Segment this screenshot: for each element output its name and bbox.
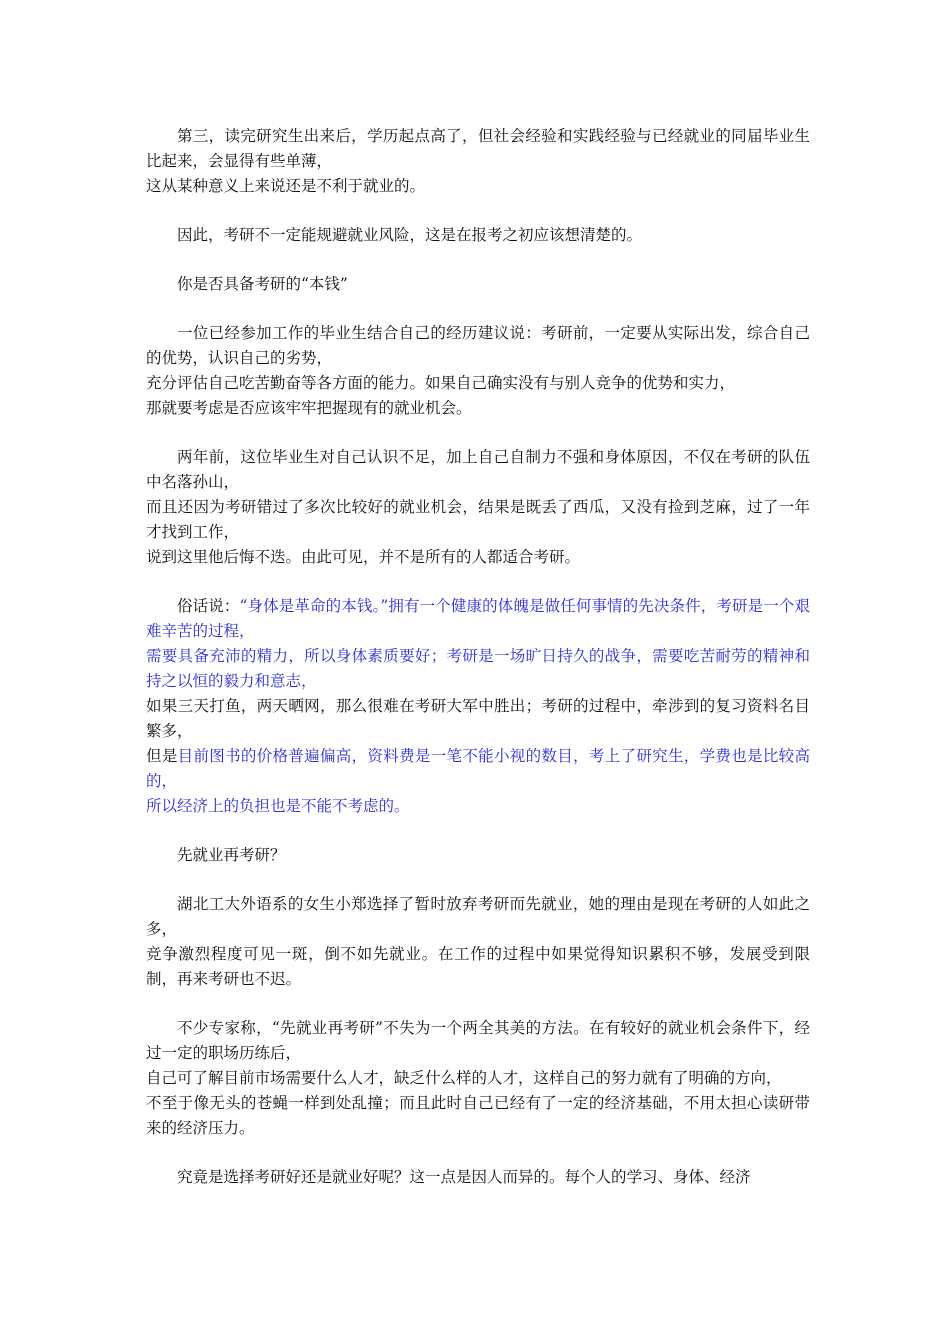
highlighted-text-run: 目前图书的价格普遍偏高，资料费是一笔不能小视的数目，考上了研究生，学费也是比较高的，	[146, 747, 810, 790]
paragraph-line: 不至于像无头的苍蝇一样到处乱撞；而且此时自己已经有了一定的经济基础，不用太担心读研带来的经济压力。	[146, 1094, 810, 1137]
paragraph-line: 湖北工大外语系的女生小郑选择了暂时放弃考研而先就业，她的理由是现在考研的人如此之多，	[146, 895, 810, 938]
paragraph-line	[146, 594, 810, 644]
paragraph-line: 而且还因为考研错过了多次比较好的就业机会，结果是既丢了西瓜，又没有捡到芝麻，过了一年才找到工作，	[146, 498, 810, 541]
paragraph-line: 竞争激烈程度可见一斑，倒不如先就业。在工作的过程中如果觉得知识累积不够，发展受到限制，再来考研也不迟。	[146, 945, 810, 988]
paragraph-line: 自己可了解目前市场需要什么人才，缺乏什么样的人才，这样自己的努力就有了明确的方向，	[146, 1069, 782, 1087]
paragraph-line: 两年前，这位毕业生对自己认识不足，加上自己自制力不强和身体原因，不仅在考研的队伍中名落孙山，	[146, 448, 810, 491]
paragraph-line	[146, 794, 810, 819]
paragraph-5	[146, 594, 810, 819]
highlighted-text-run: 所以经济上的负担也是不能不考虑的。	[146, 797, 410, 815]
text-run: 如果三天打鱼，两天晒网，那么很难在考研大军中胜出；考研的过程中，牵涉到的复习资料名目繁多，	[146, 697, 810, 740]
paragraph-line: 充分评估自己吃苦勤奋等各方面的能力。如果自己确实没有与别人竞争的优势和实力，	[146, 374, 736, 392]
paragraph-7	[146, 1016, 810, 1141]
paragraph-line: 不少专家称，“先就业再考研”不失为一个两全其美的方法。在有较好的就业机会条件下，经过一定的职场历练后，	[146, 1019, 810, 1062]
highlighted-text-run: “身体是革命的本钱。”拥有一个健康的体魄是做任何事情的先决条件，考研是一个艰难辛苦的过程，	[146, 597, 810, 640]
paragraph-1	[146, 124, 810, 199]
paragraph-line: 因此，考研不一定能规避就业风险，这是在报考之初应该想清楚的。	[177, 226, 643, 244]
highlighted-text-run: 需要具备充沛的精力，所以身体素质要好；考研是一场旷日持久的战争，需要吃苦耐劳的精神和持之以恒的毅力和意志，	[146, 647, 810, 690]
paragraph-8	[146, 1165, 810, 1190]
section-heading: 先就业再考研？	[177, 846, 286, 864]
text-run: 但是	[146, 747, 178, 765]
paragraph-line: 那就要考虑是否应该牢牢把握现有的就业机会。	[146, 399, 472, 417]
paragraph-4	[146, 445, 810, 570]
paragraph-line: 一位已经参加工作的毕业生结合自己的经历建议说：考研前，一定要从实际出发，综合自己的优势，认识自己的劣势，	[146, 324, 810, 367]
paragraph-line: 说到这里他后悔不迭。由此可见，并不是所有的人都适合考研。	[146, 548, 581, 566]
document-page	[146, 124, 810, 1214]
paragraph-line	[146, 694, 810, 744]
paragraph-3	[146, 321, 810, 421]
paragraph-6	[146, 892, 810, 992]
paragraph-line: 这从某种意义上来说还是不利于就业的。	[146, 177, 426, 195]
paragraph-line	[146, 644, 810, 694]
paragraph-2	[146, 223, 810, 248]
text-run: 俗话说：	[177, 597, 240, 615]
paragraph-line	[146, 744, 810, 794]
section-heading: 你是否具备考研的“本钱”	[177, 275, 348, 293]
paragraph-line: 究竟是选择考研好还是就业好呢？这一点是因人而异的。每个人的学习、身体、经济	[177, 1168, 751, 1186]
paragraph-line: 第三，读完研究生出来后，学历起点高了，但社会经验和实践经验与已经就业的同届毕业生比起来，会显得有些单薄，	[146, 127, 810, 170]
